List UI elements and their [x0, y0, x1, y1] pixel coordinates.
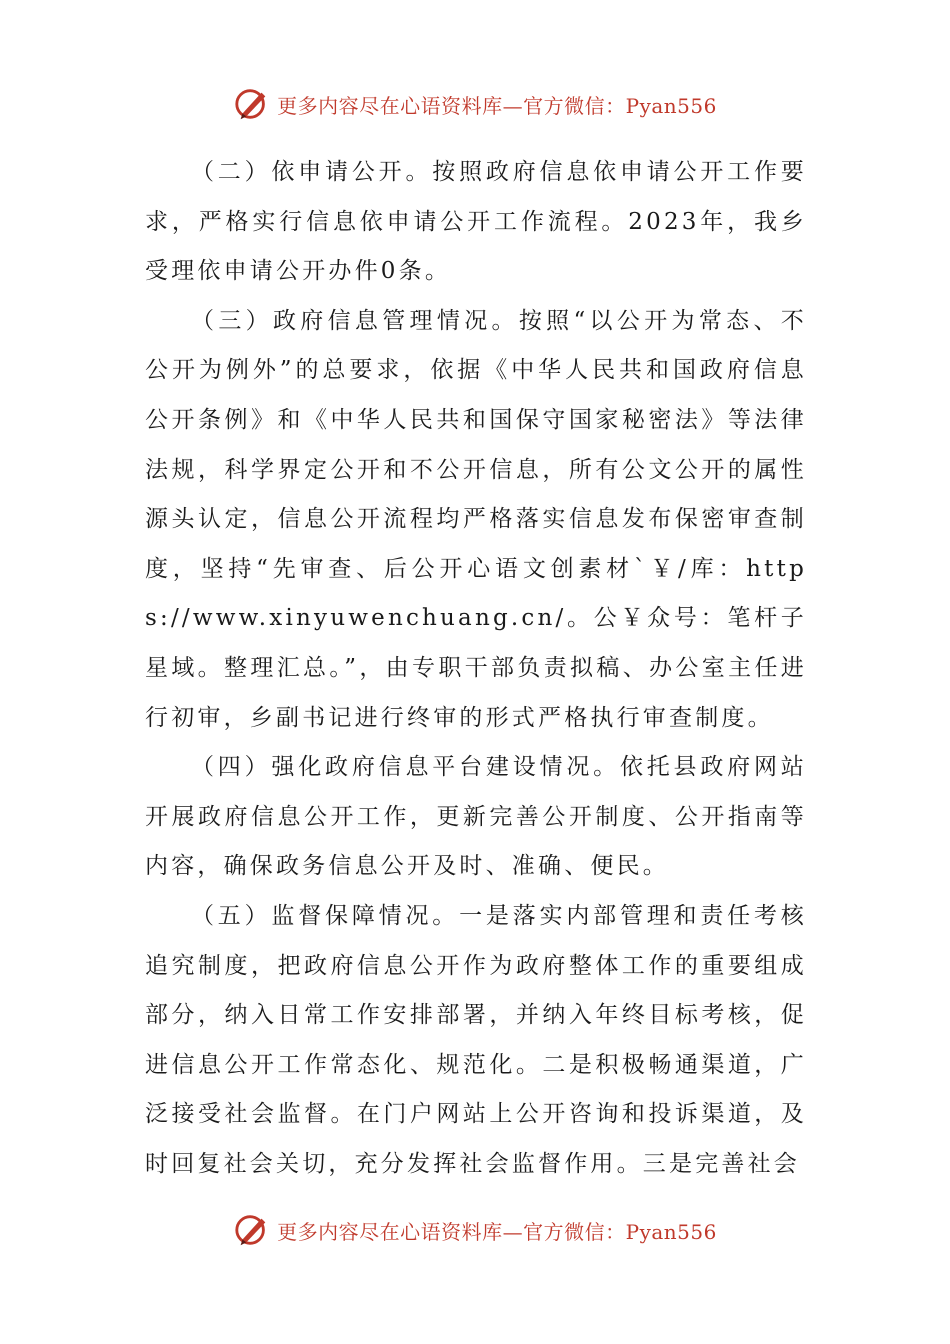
pen-logo-icon [233, 1211, 271, 1249]
document-body [145, 148, 807, 1189]
header-watermark [0, 84, 950, 124]
footer-watermark-text: 更多内容尽在心语资料库—官方微信：Pyan556 [277, 1219, 717, 1244]
pen-logo-icon [233, 85, 271, 123]
paragraph-platform-construction: （四）强化政府信息平台建设情况。依托县政府网站开展政府信息公开工作，更新完善公开制度、公开指南等内容，确保政务信息公开及时、准确、便民。 [145, 754, 807, 880]
paragraph-information-management: （三）政府信息管理情况。按照“以公开为常态、不公开为例外”的总要求，依据《中华人民共和国政府信息公开条例》和《中华人民共和国保守国家秘密法》等法律法规，科学界定公开和不公开信息，所有公文公开的属性源头认定，信息公开流程均严格落实信息发布保密审查制度，坚持“先审查、后公开心语文创素材`￥/库：https://www.xinyuwenchuang.cn/。公￥众号：笔杆子星域。整理汇总。”，由专职干部负责拟稿、办公室主任进行初审，乡副书记进行终审的形式严格执行审查制度。 [145, 307, 807, 731]
header-watermark-text: 更多内容尽在心语资料库—官方微信：Pyan556 [277, 93, 717, 118]
paragraph-application-disclosure: （二）依申请公开。按照政府信息依申请公开工作要求，严格实行信息依申请公开工作流程。2023年，我乡受理依申请公开办件0条。 [145, 159, 807, 285]
footer-watermark [0, 1210, 950, 1250]
paragraph-supervision-guarantee: （五）监督保障情况。一是落实内部管理和责任考核追究制度，把政府信息公开作为政府整体工作的重要组成部分，纳入日常工作安排部署，并纳入年终目标考核，促进信息公开工作常态化、规范化。二是积极畅通渠道，广泛接受社会监督。在门户网站上公开咨询和投诉渠道，及时回复社会关切，充分发挥社会监督作用。三是完善社会 [145, 902, 807, 1177]
